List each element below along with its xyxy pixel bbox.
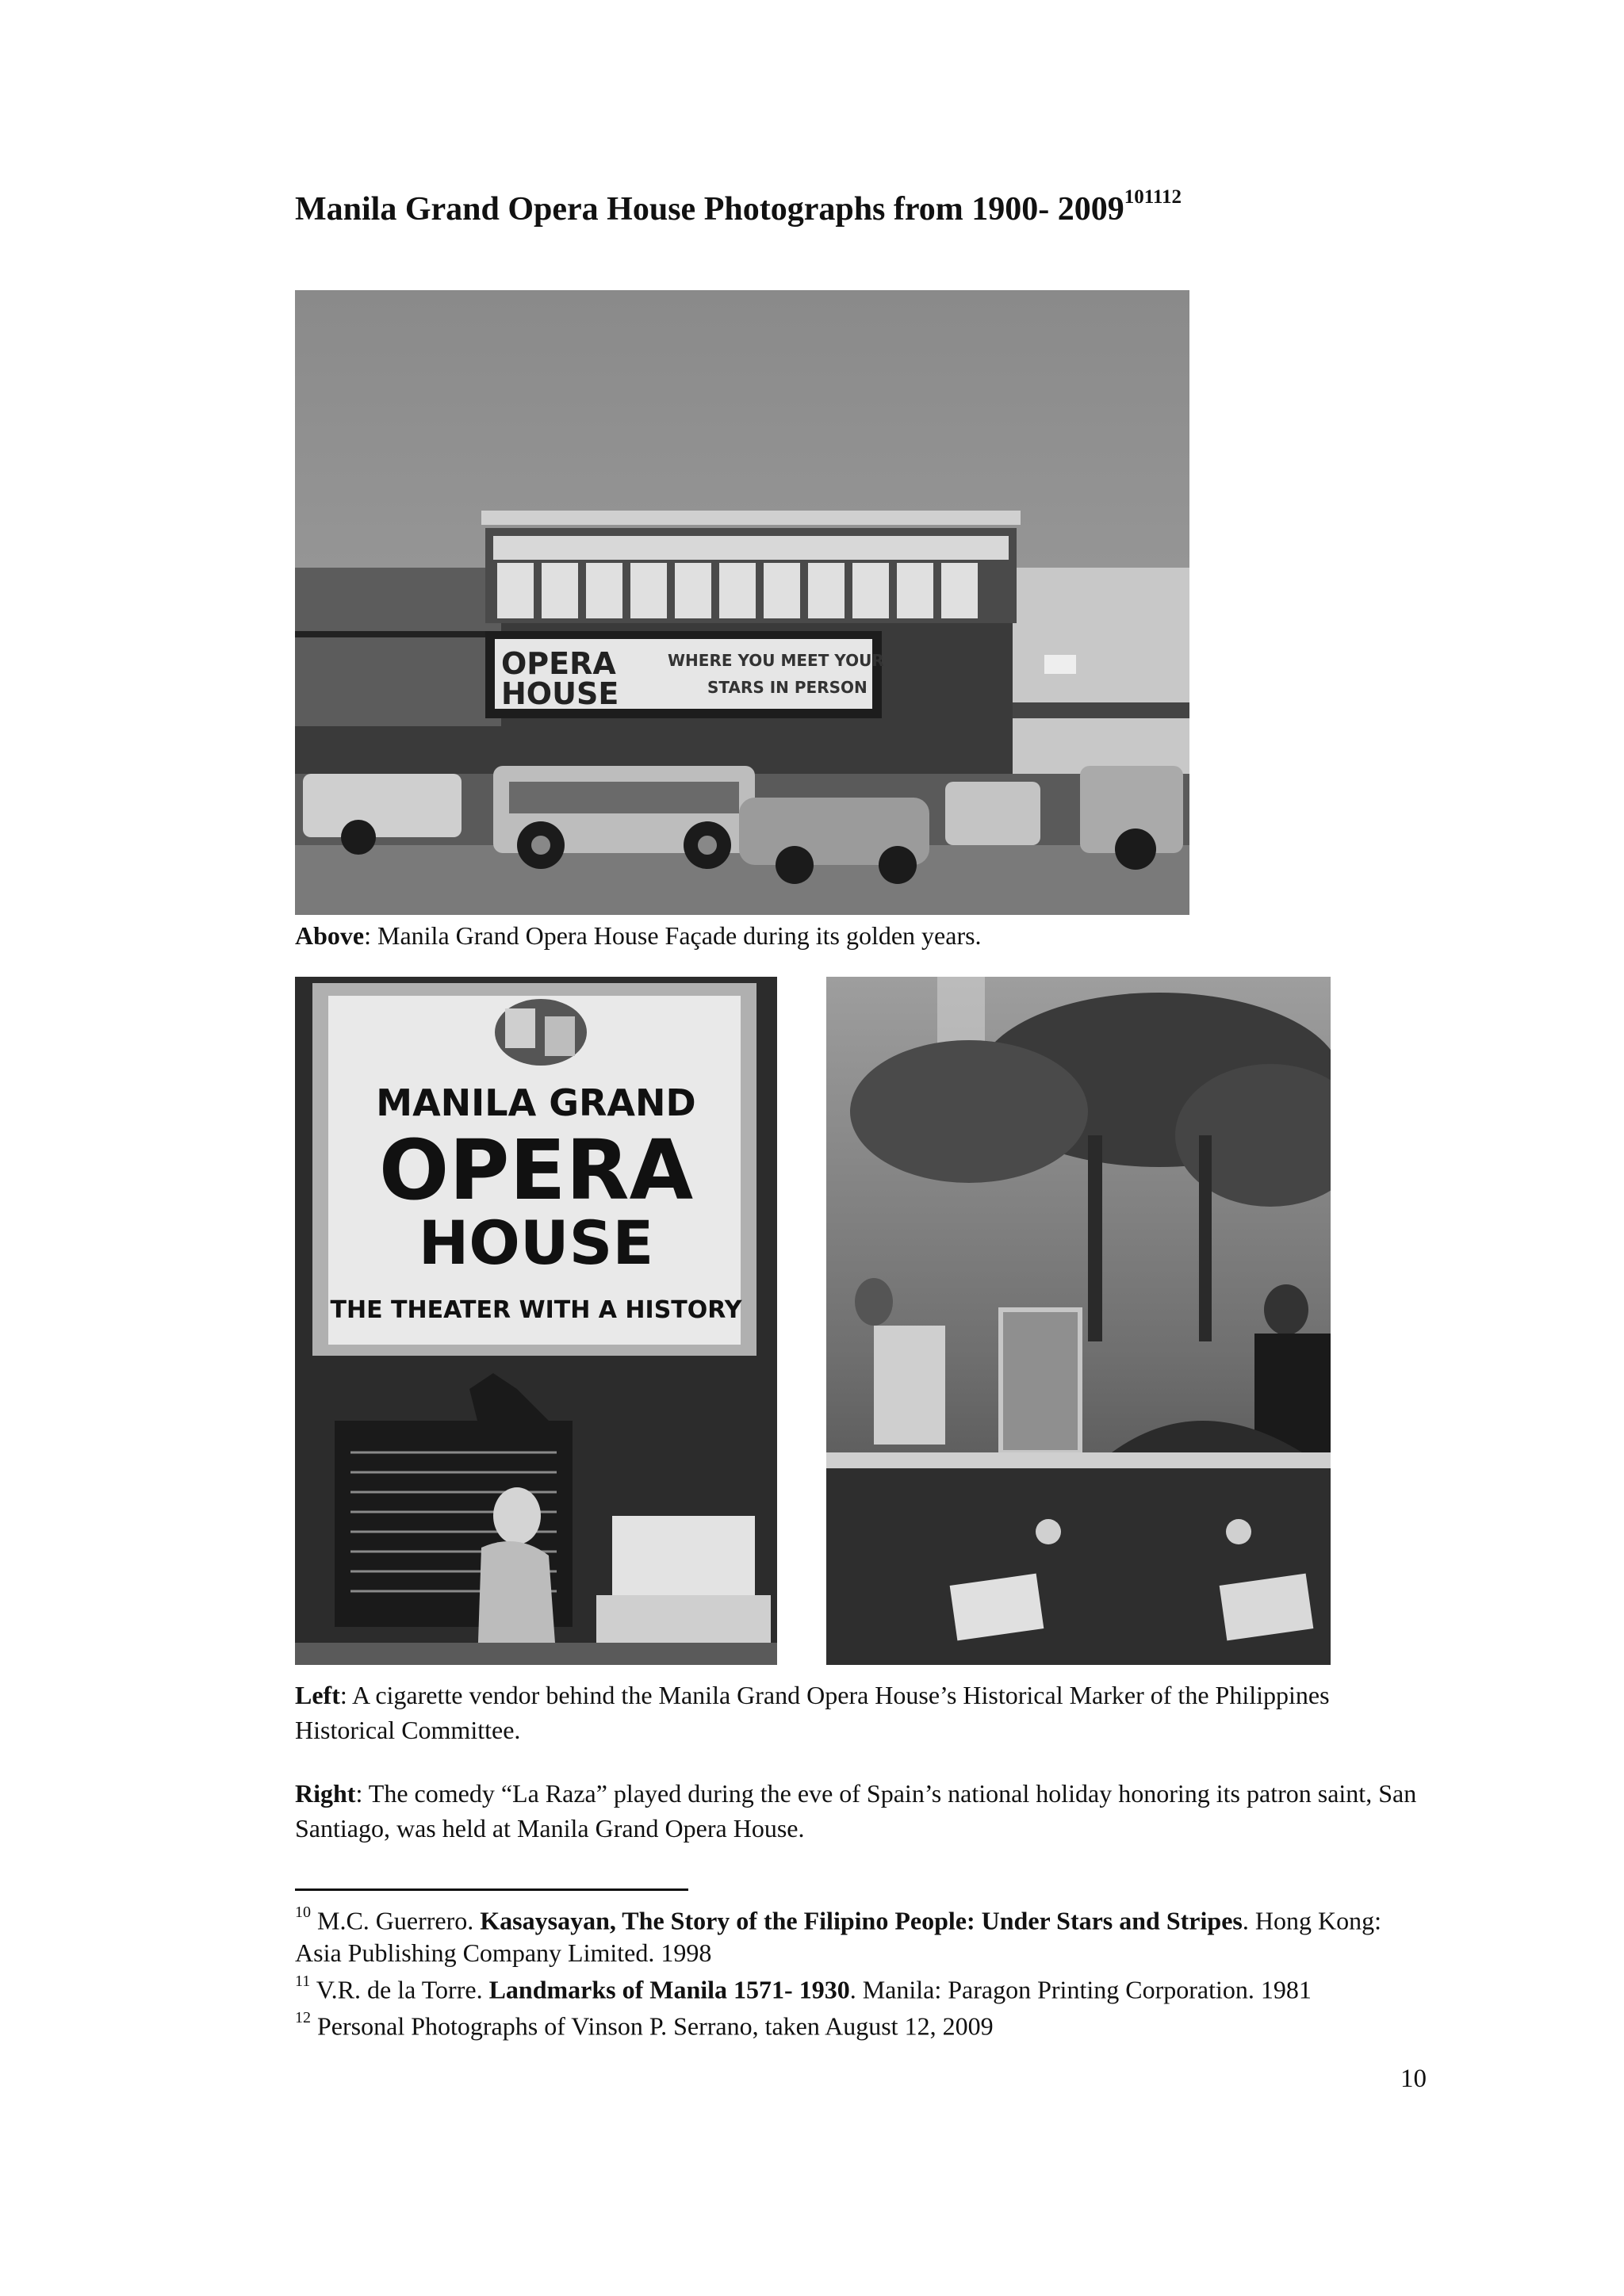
footnote-publisher: . Manila: Paragon Printing Corporation. 1981 xyxy=(849,1975,1312,2004)
footnote-separator xyxy=(295,1888,688,1891)
footnote-text: V.R. de la Torre. xyxy=(310,1975,489,2004)
marker-sign-line4: THE THEATER WITH A HISTORY xyxy=(330,1296,742,1324)
caption-right-label: Right xyxy=(295,1779,356,1808)
caption-left-text: : A cigarette vendor behind the Manila Grand Opera House’s Historical Marker of the Philippines Historical Committee. xyxy=(295,1681,1330,1744)
page-title xyxy=(295,186,1182,228)
facade-photo xyxy=(295,290,1189,915)
stage-photo xyxy=(826,977,1331,1665)
caption-right-text: : The comedy “La Raza” played during the eve of Spain’s national holiday honoring its patron saint, San Santiago, was held at Manila Grand Opera House. xyxy=(295,1779,1417,1843)
caption-right xyxy=(295,1776,1421,1846)
facade-sign-line1: OPERA xyxy=(501,646,616,681)
footnote-publisher: . Hong Kong: Asia Publishing Company Limited. 1998 xyxy=(295,1906,1381,1967)
footnote-book-title: Kasaysayan, The Story of the Filipino People: Under Stars and Stripes xyxy=(480,1906,1243,1935)
footnote-10 xyxy=(295,1900,1421,1969)
title-text: Manila Grand Opera House Photographs from 1900- 2009 xyxy=(295,191,1124,228)
facade-sign-line2: HOUSE xyxy=(501,676,619,711)
footnote-11 xyxy=(295,1969,1421,2006)
page-number: 10 xyxy=(1400,2064,1427,2093)
footnote-number: 11 xyxy=(295,1972,311,1990)
marker-photo xyxy=(295,977,777,1665)
caption-left xyxy=(295,1678,1421,1747)
footnote-book-title: Landmarks of Manila 1571- 1930 xyxy=(488,1975,850,2004)
caption-above-text: : Manila Grand Opera House Façade during its golden years. xyxy=(364,921,982,950)
caption-left-label: Left xyxy=(295,1681,340,1709)
caption-above xyxy=(295,918,1421,953)
footnotes xyxy=(295,1900,1421,2042)
footnote-text: Personal Photographs of Vinson P. Serrano, taken August 12, 2009 xyxy=(311,2011,994,2041)
footnote-12 xyxy=(295,2005,1421,2042)
facade-marquee-line2: STARS IN PERSON xyxy=(707,678,868,697)
footnote-number: 12 xyxy=(295,2009,311,2027)
facade-marquee-line1: WHERE YOU MEET YOUR xyxy=(668,651,884,670)
marker-sign-line2: OPERA xyxy=(378,1122,694,1219)
footnote-text: M.C. Guerrero. xyxy=(311,1906,481,1935)
marker-sign-line1: MANILA GRAND xyxy=(376,1081,696,1124)
footnote-number: 10 xyxy=(295,1904,311,1921)
marker-sign-line3: HOUSE xyxy=(418,1207,654,1278)
title-footnote-refs: 101112 xyxy=(1124,186,1182,208)
caption-above-label: Above xyxy=(295,921,365,950)
